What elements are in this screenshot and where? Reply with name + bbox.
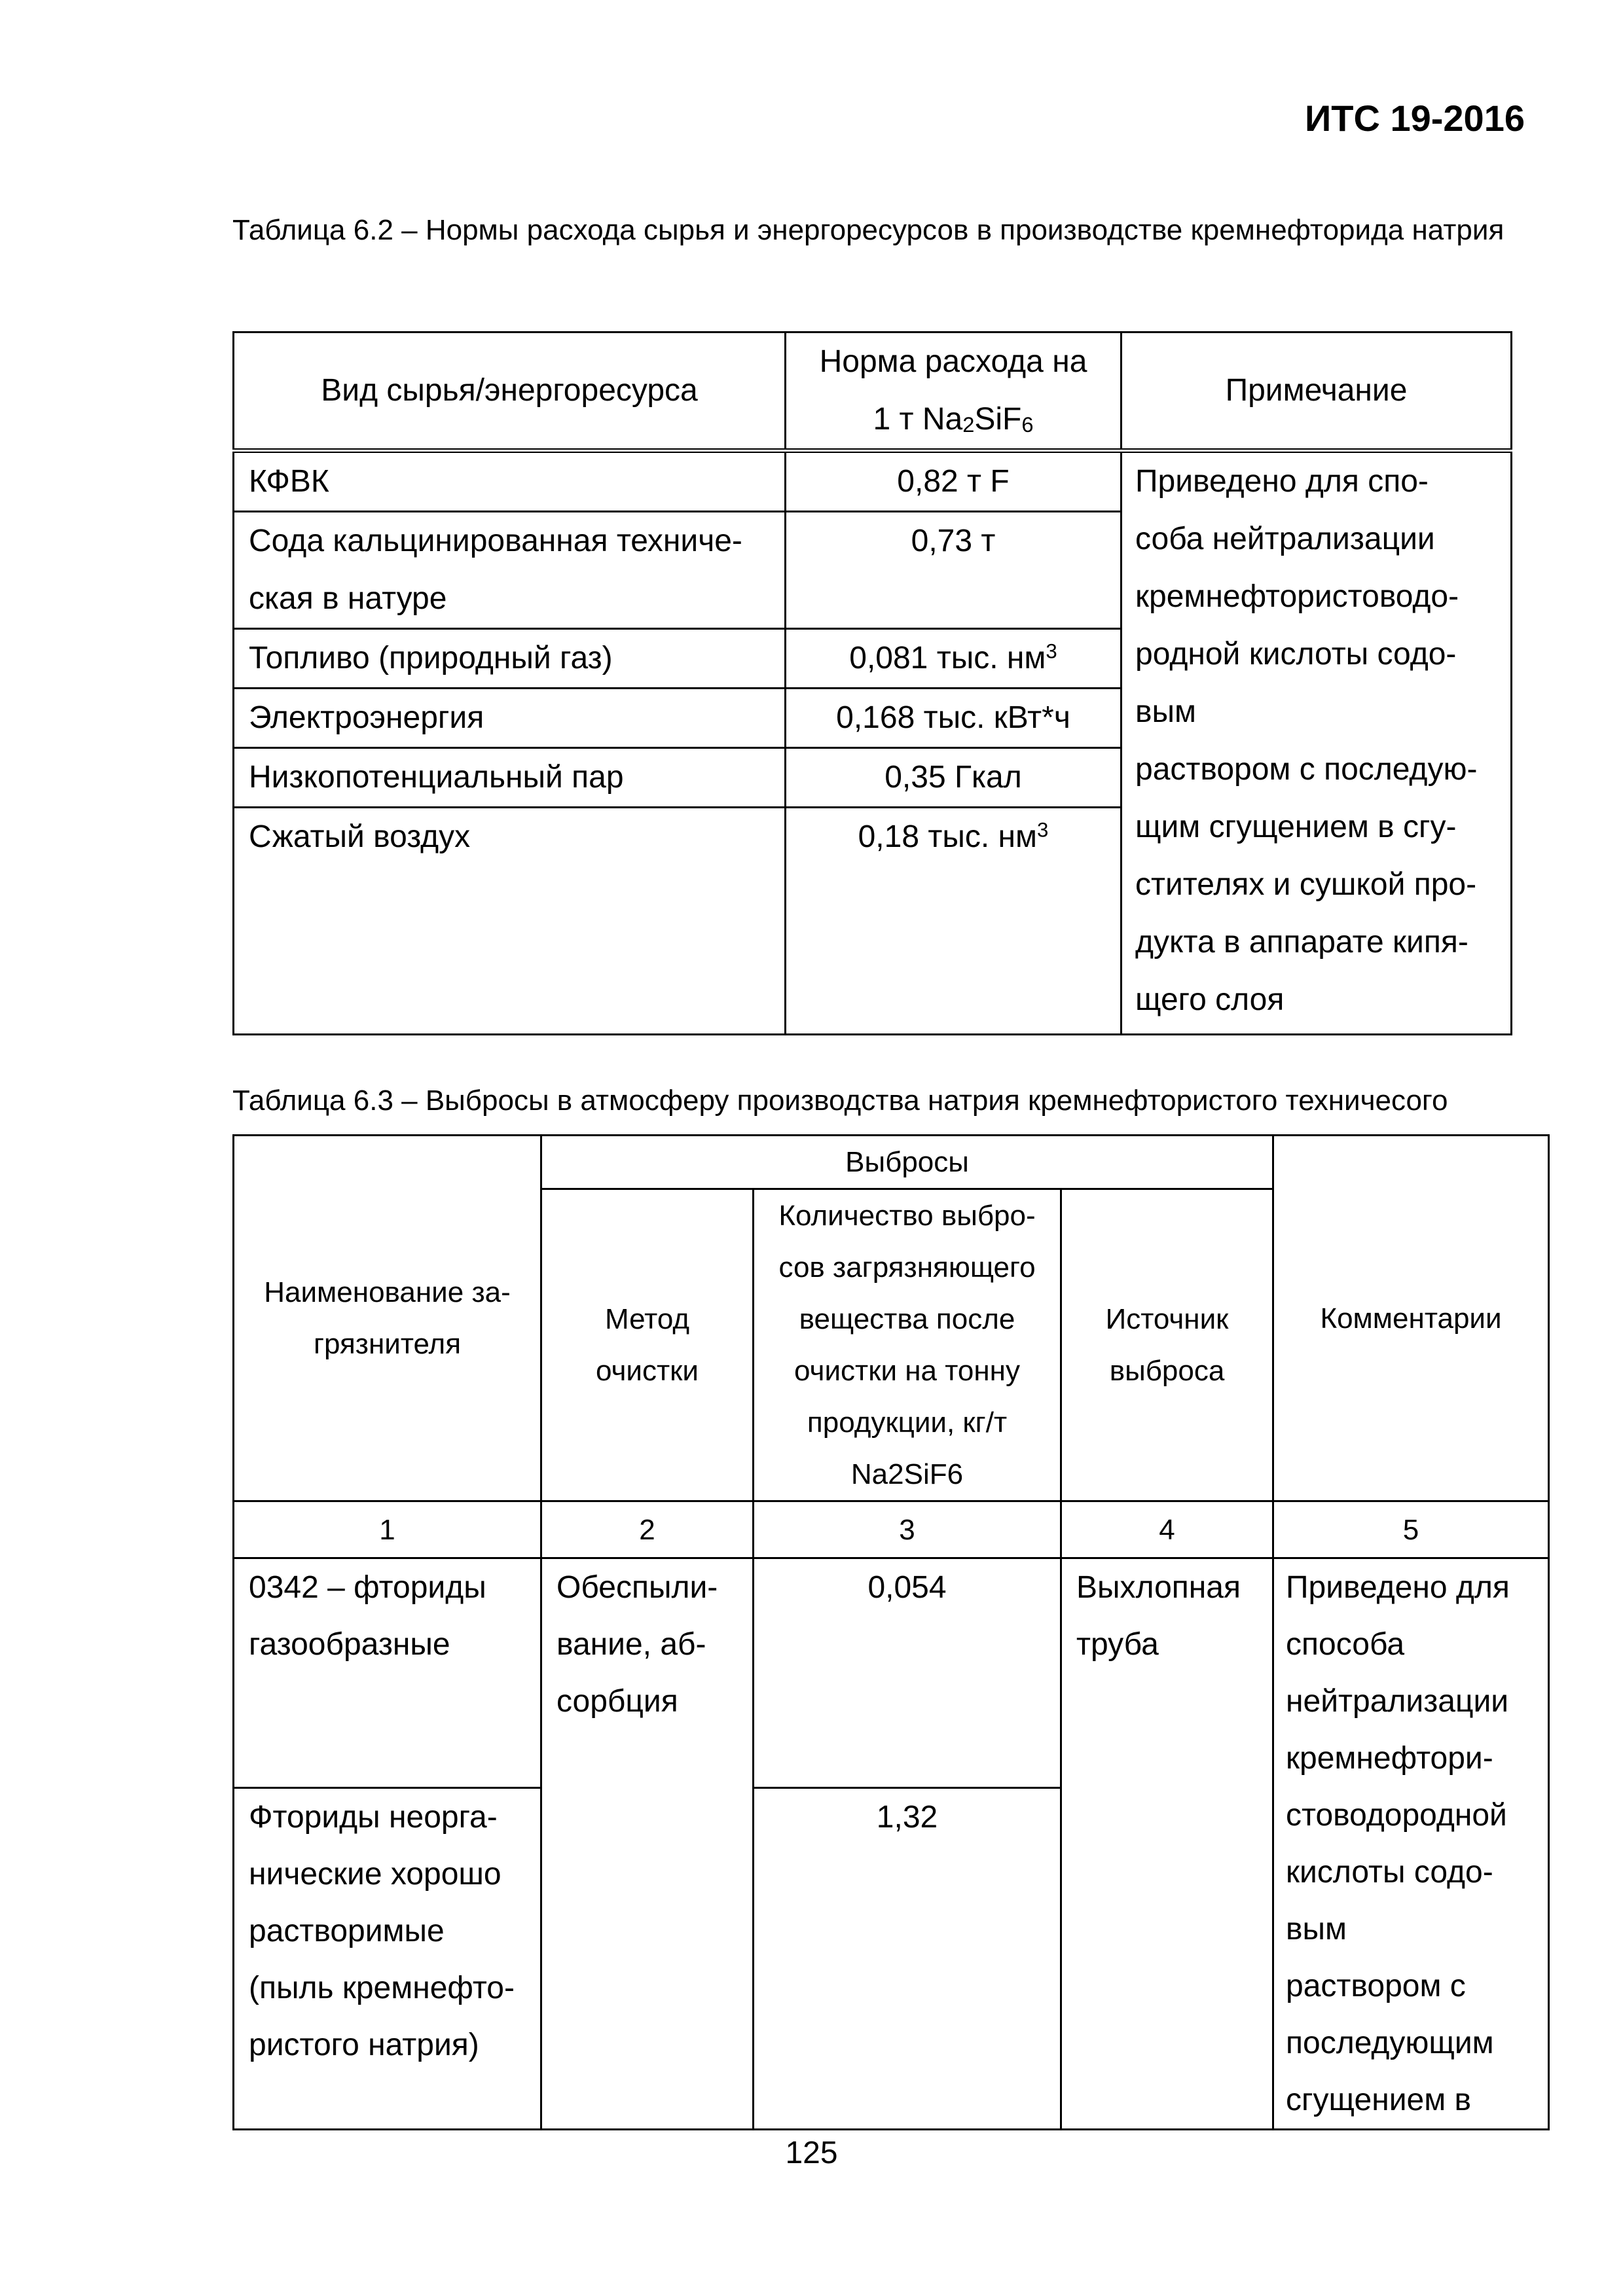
- header-line: очистки: [596, 1355, 699, 1387]
- emission-amount: 0,054: [754, 1558, 1061, 1788]
- resource-value: 0,73 т: [786, 512, 1122, 629]
- unit-superscript: 3: [1046, 639, 1057, 663]
- cell-line: способа: [1286, 1627, 1405, 1662]
- resource-name: КФВК: [234, 451, 786, 512]
- formula-sub-6: 6: [1021, 412, 1034, 437]
- cell-line: 0342 – фториды: [249, 1570, 486, 1605]
- header-source: [1061, 1189, 1273, 1501]
- header-comments: Комментарии: [1273, 1136, 1549, 1501]
- header-line: Наименование за-: [264, 1276, 511, 1308]
- cell-line: растворимые: [249, 1914, 445, 1948]
- comments-cell: [1273, 1558, 1549, 2130]
- header-line: Na2SiF6: [850, 1458, 964, 1490]
- formula-mid: SiF: [974, 402, 1022, 437]
- table-row: [234, 1558, 1549, 1788]
- document-code: ИТС 19-2016: [1305, 98, 1525, 139]
- resource-name: Электроэнергия: [234, 689, 786, 748]
- header-amount: [754, 1189, 1061, 1501]
- value-text: 0,081 тыс. нм: [849, 641, 1046, 675]
- value-text: 0,18 тыс. нм: [858, 819, 1038, 854]
- cell-line: ристого натрия): [249, 2028, 479, 2062]
- header-note: Примечание: [1122, 332, 1512, 451]
- note-line: кремнефтористоводо-: [1135, 579, 1459, 614]
- column-numbers-row: [234, 1501, 1549, 1558]
- cell-line: труба: [1076, 1627, 1159, 1662]
- header-line: Метод: [605, 1303, 689, 1335]
- resource-name: Сжатый воздух: [234, 808, 786, 1035]
- cell-line: сгущением в: [1286, 2083, 1472, 2117]
- note-line: вым: [1135, 694, 1196, 729]
- header-consumption-norm: [786, 332, 1122, 451]
- header-line: Источник: [1105, 1303, 1229, 1335]
- table-6-2-caption: Таблица 6.2 – Нормы расхода сырья и энергоресурсов в производстве кремнефторида натрия: [232, 214, 1504, 246]
- table-6-3: [232, 1134, 1550, 2130]
- note-line: щего слоя: [1135, 982, 1285, 1017]
- column-number: 5: [1273, 1501, 1549, 1558]
- cleaning-method: [541, 1558, 754, 2130]
- column-number: 2: [541, 1501, 754, 1558]
- note-line: щим сгущением в сгу-: [1135, 810, 1457, 844]
- note-line: Приведено для спо-: [1135, 464, 1429, 499]
- header-pollutant: [234, 1136, 541, 1501]
- header-consumption-norm-line2: [786, 391, 1120, 448]
- pollutant-name: [234, 1788, 541, 2130]
- cell-line: последующим: [1286, 2026, 1494, 2060]
- cell-line: Фториды неорга-: [249, 1800, 498, 1835]
- column-number: 4: [1061, 1501, 1273, 1558]
- resource-name: Сода кальцинированная техниче-ская в натуре: [234, 512, 786, 629]
- cell-line: раствором с: [1286, 1969, 1466, 2003]
- header-line: вещества после: [799, 1303, 1015, 1335]
- cell-line: нические хорошо: [249, 1857, 501, 1892]
- cell-line: (пыль кремнефто-: [249, 1971, 515, 2005]
- emission-amount: 1,32: [754, 1788, 1061, 2130]
- resource-value: [786, 808, 1122, 1035]
- table-6-2: [232, 331, 1512, 1035]
- header-line: выброса: [1109, 1355, 1225, 1387]
- cell-line: кислоты содо-: [1286, 1855, 1493, 1890]
- header-line: очистки на тонну: [794, 1355, 1020, 1387]
- note-line: родной кислоты содо-: [1135, 637, 1457, 672]
- resource-value: 0,168 тыс. кВт*ч: [786, 689, 1122, 748]
- header-method: [541, 1189, 754, 1501]
- formula-prefix: 1 т Na: [873, 402, 963, 437]
- header-line: грязнителя: [313, 1328, 462, 1360]
- page-number: 125: [785, 2136, 838, 2170]
- header-line: продукции, кг/т: [807, 1407, 1008, 1439]
- cell-line: сорбция: [556, 1684, 678, 1719]
- pollutant-name: [234, 1558, 541, 1788]
- column-number: 1: [234, 1501, 541, 1558]
- resource-value: 0,82 т F: [786, 451, 1122, 512]
- cell-line: Обеспыли-: [556, 1570, 718, 1605]
- formula-sub-2: 2: [962, 412, 975, 437]
- header-line: сов загрязняющего: [778, 1251, 1036, 1283]
- note-cell: [1122, 451, 1512, 1035]
- table-6-3-caption: Таблица 6.3 – Выбросы в атмосферу производства натрия кремнефтористого техничесого: [232, 1085, 1448, 1117]
- cell-line: Выхлопная: [1076, 1570, 1241, 1605]
- note-line: стителях и сушкой про-: [1135, 867, 1477, 902]
- header-resource-type: Вид сырья/энергоресурса: [234, 332, 786, 451]
- header-emissions: Выбросы: [541, 1136, 1273, 1189]
- cell-line: газообразные: [249, 1627, 450, 1662]
- cell-line: Приведено для: [1286, 1570, 1510, 1605]
- note-line: соба нейтрализации: [1135, 522, 1435, 556]
- cell-line: стоводородной: [1286, 1798, 1507, 1833]
- resource-value: 0,35 Гкал: [786, 748, 1122, 808]
- cell-line: вым: [1286, 1912, 1347, 1946]
- cell-line: нейтрализации: [1286, 1684, 1509, 1719]
- header-line: Количество выбро-: [778, 1200, 1036, 1232]
- resource-value: [786, 629, 1122, 689]
- emission-source: [1061, 1558, 1273, 2130]
- header-consumption-norm-line1: Норма расхода на: [819, 344, 1087, 379]
- unit-superscript: 3: [1037, 818, 1049, 842]
- resource-name: Низкопотенциальный пар: [234, 748, 786, 808]
- cell-line: кремнефтори-: [1286, 1741, 1493, 1776]
- column-number: 3: [754, 1501, 1061, 1558]
- resource-name: Топливо (природный газ): [234, 629, 786, 689]
- note-line: раствором с последую-: [1135, 752, 1478, 787]
- table-row: [234, 451, 1512, 512]
- note-line: дукта в аппарате кипя-: [1135, 925, 1468, 960]
- cell-line: вание, аб-: [556, 1627, 706, 1662]
